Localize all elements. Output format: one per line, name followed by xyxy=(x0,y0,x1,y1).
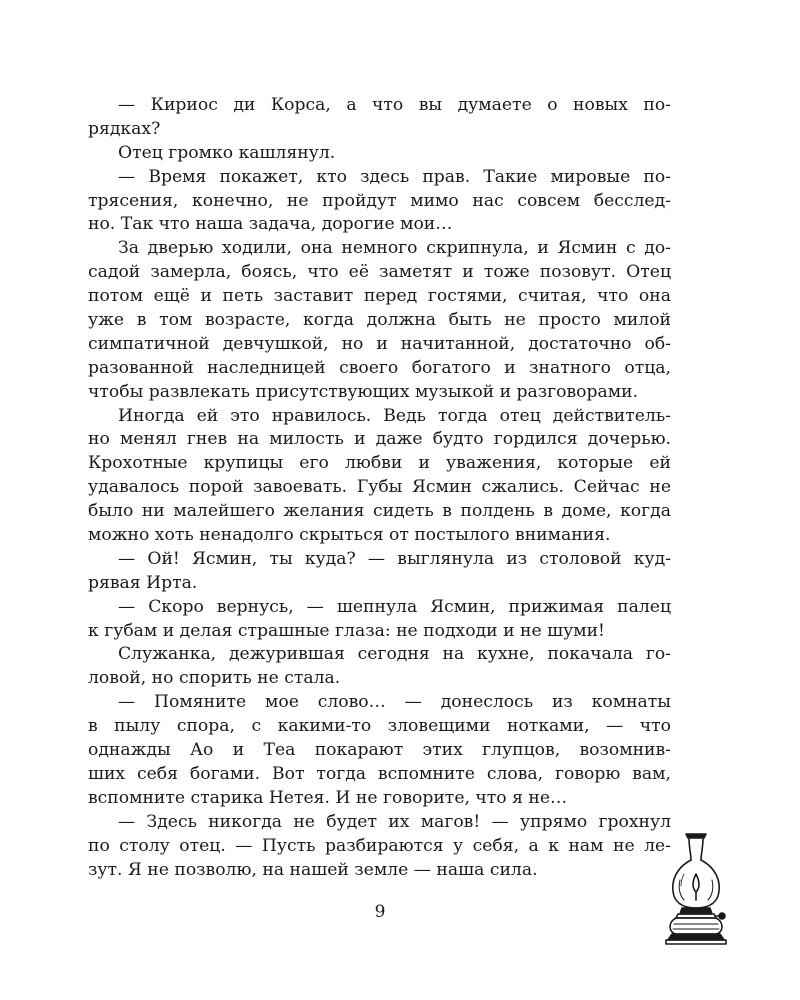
text-line: но менял гнев на милость и даже будто гордился дочерью. xyxy=(88,429,671,450)
text-line: можно хоть ненадолго скрыться от постылого внимания. xyxy=(88,525,611,546)
text-line: рядках? xyxy=(88,118,161,139)
text-line: вспомните старика Нетея. И не говорите, что я не… xyxy=(88,787,568,808)
text-line: Крохотные крупицы его любви и уважения, которые ей xyxy=(88,453,671,474)
text-line: по столу отец. — Пусть разбираются у себя, а к нам не ле- xyxy=(88,835,671,856)
text-line: ших себя богами. Вот тогда вспомните слова, говорю вам, xyxy=(88,763,671,784)
text-line: — Скоро вернусь, — шепнула Ясмин, прижимая палец xyxy=(118,596,671,617)
text-line: — Кириос ди Корса, а что вы думаете о новых по- xyxy=(118,95,671,115)
text-line: зут. Я не позволю, на нашей земле — наша сила. xyxy=(88,859,538,880)
text-line: За дверью ходили, она немного скрипнула, и Ясмин с до- xyxy=(118,238,671,259)
text-line: в пылу спора, с какими-то зловещими нотками, — что xyxy=(88,716,671,737)
body-text xyxy=(88,94,671,882)
text-line: ловой, но спорить не стала. xyxy=(88,668,341,689)
text-line: Отец громко кашлянул. xyxy=(118,142,336,163)
text-line: — Здесь никогда не будет их магов! — упрямо грохнул xyxy=(118,811,671,832)
text-line: — Помяните мое слово… — донеслось из комнаты xyxy=(118,692,671,713)
text-line: — Время покажет, кто здесь прав. Такие мировые по- xyxy=(118,166,671,187)
text-line: потом ещё и петь заставит перед гостями, считая, что она xyxy=(88,286,671,307)
page-number: 9 xyxy=(374,902,386,922)
text-line: Служанка, дежурившая сегодня на кухне, покачала го- xyxy=(118,644,671,665)
text-line: удавалось порой завоевать. Губы Ясмин сжались. Сейчас не xyxy=(88,477,671,498)
text-line: чтобы развлекать присутствующих музыкой и разговорами. xyxy=(88,381,639,402)
text-line: к губам и делая страшные глаза: не подходи и не шуми! xyxy=(88,620,605,641)
text-line: симпатичной девчушкой, но и начитанной, достаточно об- xyxy=(88,333,671,354)
text-line: было ни малейшего желания сидеть в полдень в доме, когда xyxy=(88,501,671,522)
text-line: однажды Ао и Теа покарают этих глупцов, возомнив- xyxy=(88,740,671,761)
text-line: уже в том возрасте, когда должна быть не просто милой xyxy=(88,310,671,331)
text-line: но. Так что наша задача, дорогие мои… xyxy=(88,214,453,235)
text-line: трясения, конечно, не пройдут мимо нас совсем бесслед- xyxy=(88,190,671,211)
text-line: разованной наследницей своего богатого и знатного отца, xyxy=(88,357,671,378)
text-line: — Ой! Ясмин, ты куда? — выглянула из столовой куд- xyxy=(118,548,671,569)
text-line: Иногда ей это нравилось. Ведь тогда отец действитель- xyxy=(118,405,671,426)
text-line: рявая Ирта. xyxy=(88,572,198,593)
oil-lamp-icon xyxy=(662,830,732,948)
text-line: садой замерла, боясь, что её заметят и тоже позовут. Отец xyxy=(88,262,671,283)
